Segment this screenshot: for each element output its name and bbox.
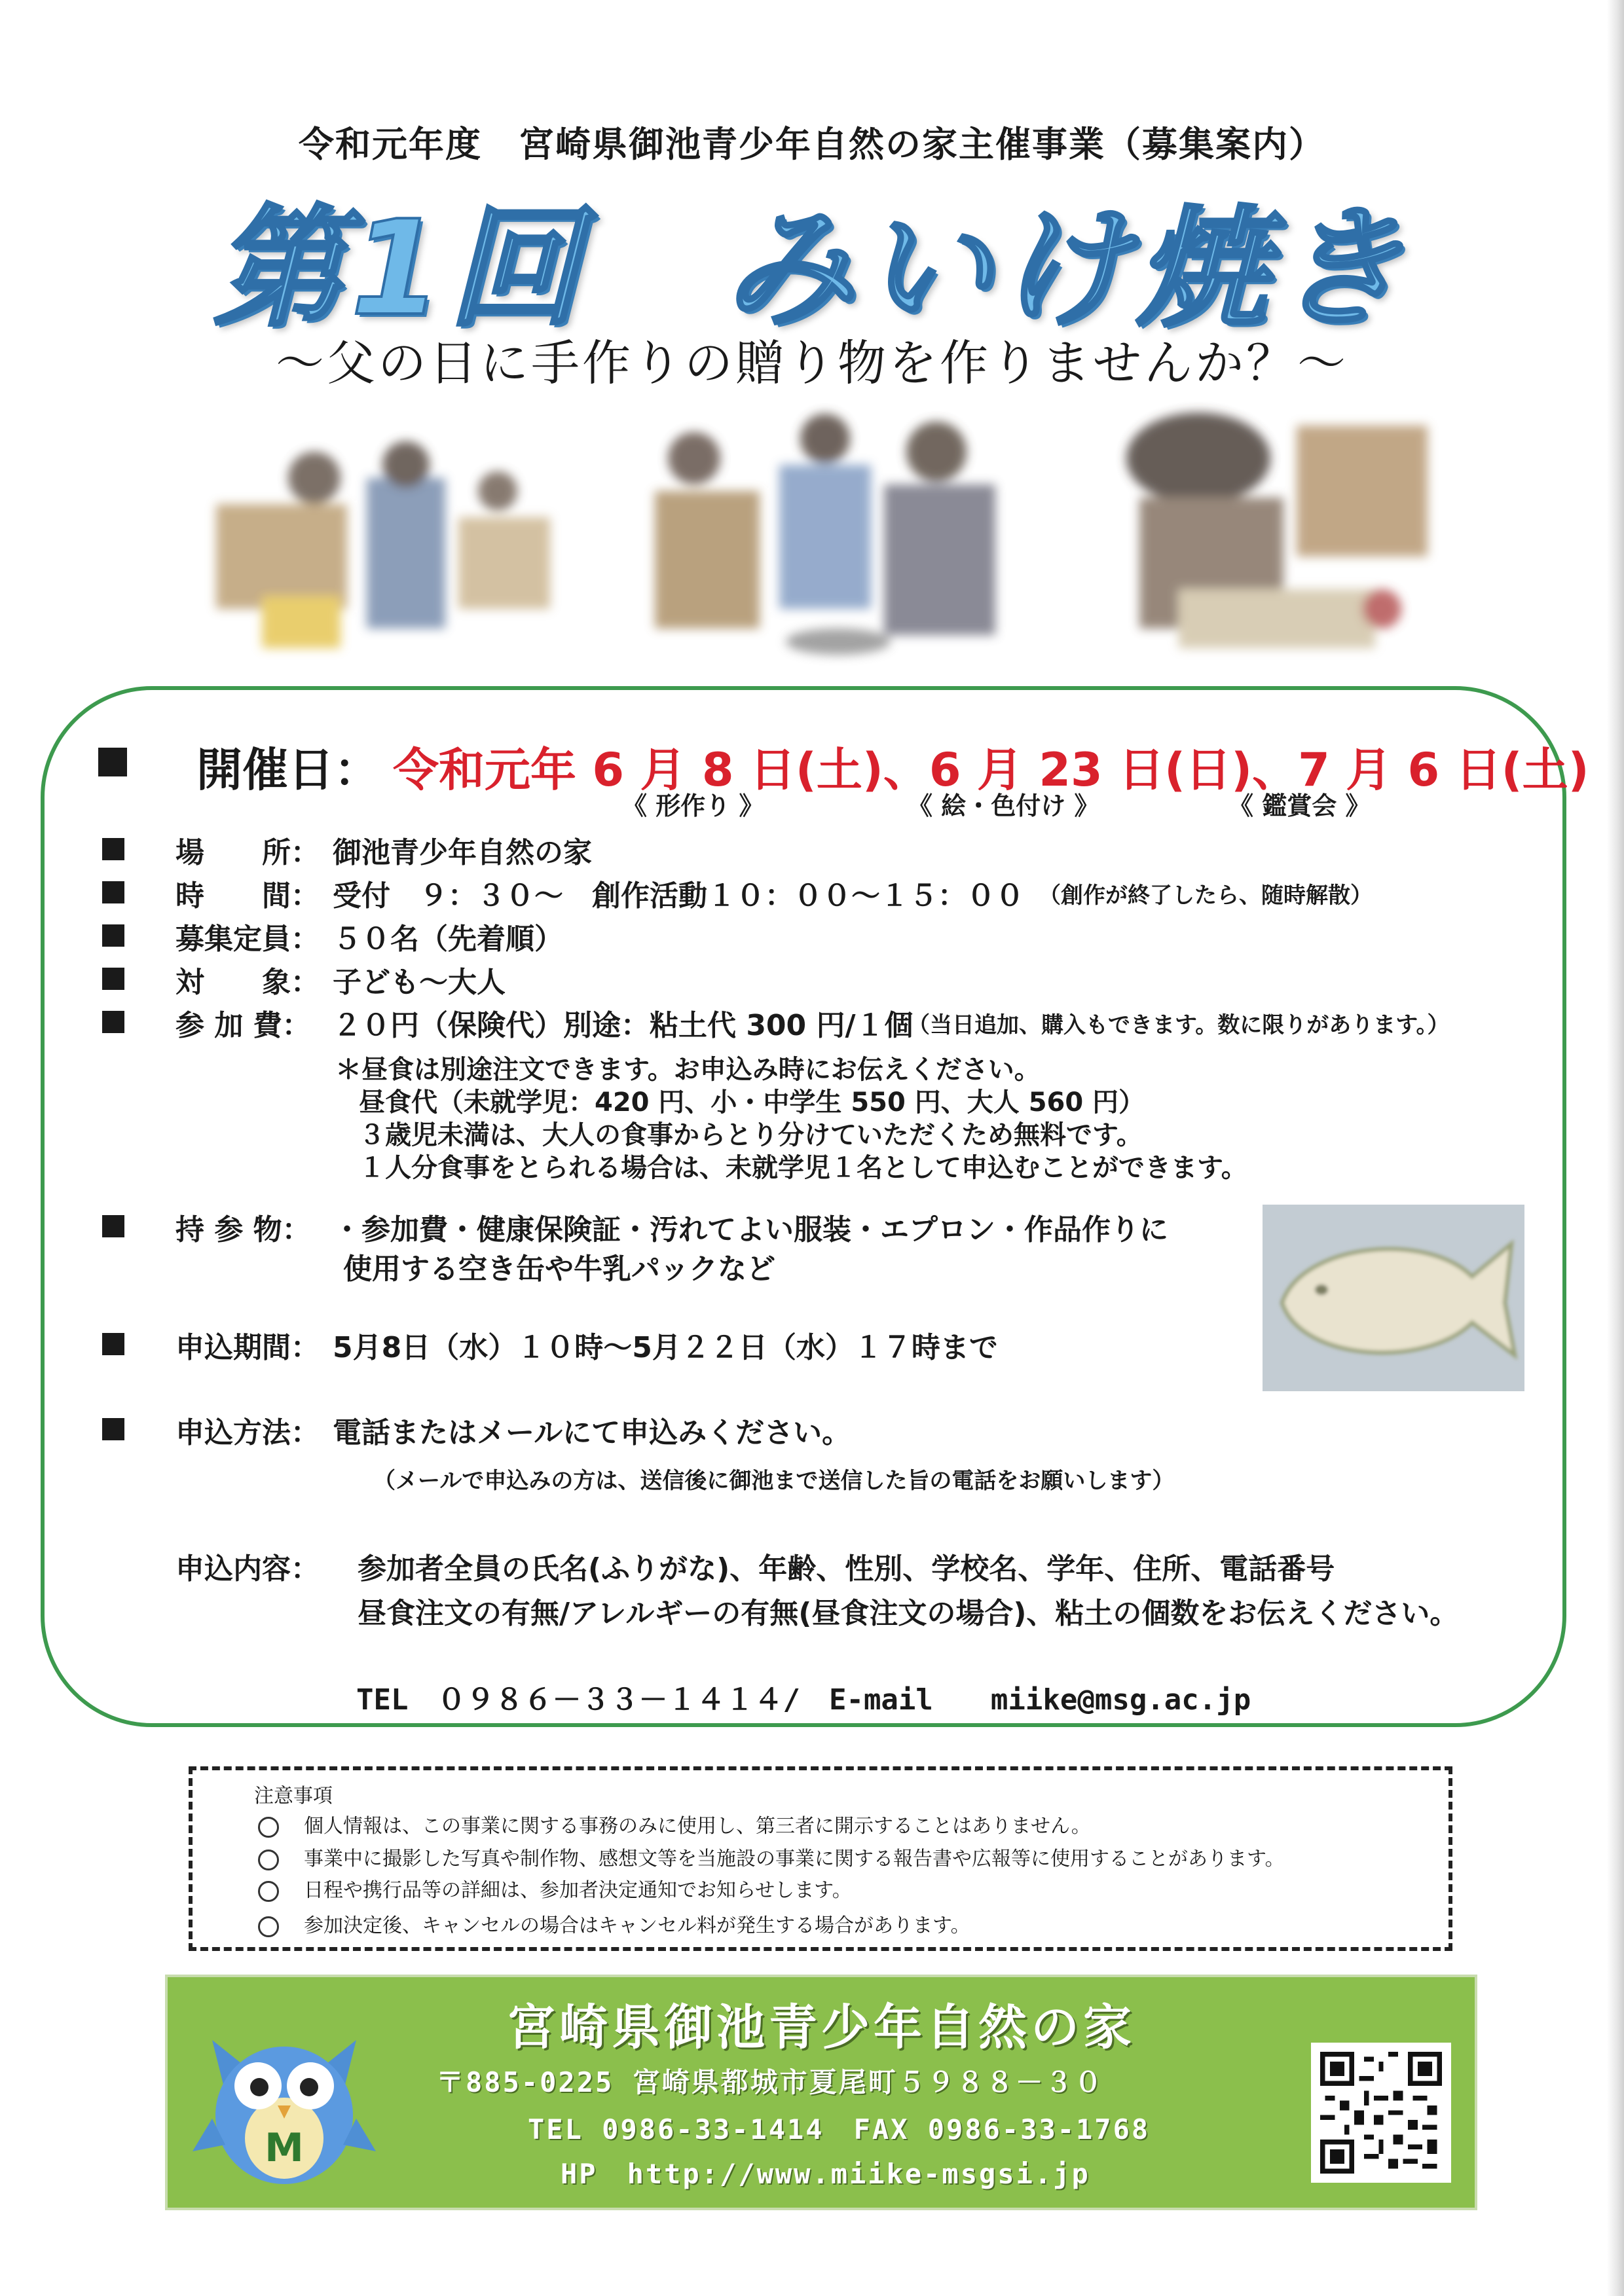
tagline: ～父の日に手作りの贈り物を作りませんか？～	[276, 335, 1348, 392]
photo-workshop-closeup	[1100, 399, 1454, 668]
content-label: 申込内容：	[175, 1552, 320, 1586]
items-line-1: ・参加費・健康保険証・汚れてよい服装・エプロン・作品作りに	[333, 1213, 1168, 1247]
notice-item: 参加決定後、キャンセルの場合はキャンセル料が発生する場合があります。	[258, 1909, 970, 1938]
footer-homepage[interactable]: HP http://www.miike-msgsi.jp	[561, 2158, 1090, 2190]
bullet-square	[102, 1333, 124, 1355]
fee-note: （当日追加、購入もできます。数に限りがあります。）	[908, 1012, 1450, 1038]
notice-item: 個人情報は、この事業に関する事務のみに使用し、第三者に開示することはありません。	[258, 1810, 1091, 1838]
lunch-note-1: ＊昼食は別途注文できます。お申込み時にお伝えください。	[335, 1055, 1041, 1085]
facility-name: 宮崎県御池青少年自然の家	[507, 1999, 1135, 2056]
capacity-label: 募集定員：	[175, 922, 320, 956]
bullet-square	[102, 1011, 124, 1033]
bullet-square	[102, 924, 124, 947]
capacity-value: ５０名（先着順）	[333, 922, 563, 956]
date-value: 令和元年 6 月 8 日(土)、6 月 23 日(日)、7 月 6 日(土)	[393, 743, 1589, 797]
lunch-note-4: １人分食事をとられる場合は、未就学児１名として申込むことができます。	[359, 1153, 1247, 1183]
bullet-square	[98, 748, 127, 776]
time-note: （創作が終了したら、随時解散）	[1039, 883, 1373, 909]
footer-banner	[165, 1975, 1477, 2210]
bullet-square	[102, 1418, 124, 1440]
content-line-2: 昼食注文の有無/アレルギーの有無(昼食注文の場合)、粘土の個数をお伝えください。	[358, 1597, 1459, 1630]
bullet-square	[102, 1215, 124, 1237]
period-label: 申込期間：	[175, 1331, 320, 1364]
lunch-note-3: ３歳児未満は、大人の食事からとり分けていただくため無料です。	[359, 1120, 1143, 1150]
qr-code-icon	[1311, 2043, 1451, 2183]
footer-phone-fax: TEL 0986-33-1414 FAX 0986-33-1768	[528, 2113, 1151, 2145]
fee-value: ２０円（保険代）別途：粘土代 300 円/１個	[333, 1009, 913, 1042]
notice-item: 事業中に撮影した写真や制作物、感想文等を当施設の事業に関する報告書や広報等に使用することがあります。	[258, 1842, 1285, 1871]
period-value: 5月8日（水）１０時～5月２２日（水）１７時まで	[333, 1331, 998, 1364]
method-label: 申込方法：	[175, 1416, 320, 1449]
svg-text:M: M	[265, 2125, 304, 2171]
bullet-square	[102, 968, 124, 990]
session-1: 《 形作り 》	[622, 792, 764, 820]
time-label: 時 間：	[175, 879, 320, 913]
page-title: 第1回 みいけ焼き	[213, 192, 1411, 345]
content-line-1: 参加者全員の氏名(ふりがな)、年齢、性別、学校名、学年、住所、電話番号	[358, 1552, 1335, 1586]
event-subtitle: 令和元年度 宮崎県御池青少年自然の家主催事業（募集案内）	[299, 124, 1325, 165]
photo-fish-plate	[1263, 1205, 1524, 1391]
lunch-note-2: 昼食代（未就学児：420 円、小・中学生 550 円、大人 560 円）	[359, 1087, 1145, 1118]
place-value: 御池青少年自然の家	[333, 836, 592, 869]
time-value: 受付 ９：３０～ 創作活動１０：００～１５：００	[333, 879, 1024, 913]
bullet-square	[102, 838, 124, 860]
notice-item: 日程や携行品等の詳細は、参加者決定通知でお知らせします。	[258, 1874, 852, 1903]
photo-workshop-group	[196, 399, 563, 668]
session-2: 《 絵・色付け 》	[908, 792, 1099, 820]
target-label: 対 象：	[175, 966, 320, 999]
items-line-2: 使用する空き缶や牛乳パックなど	[343, 1252, 775, 1286]
target-value: 子ども～大人	[333, 966, 506, 999]
photo-workshop-participants	[629, 399, 1022, 668]
method-value: 電話またはメールにて申込みください。	[333, 1416, 851, 1449]
footer-address: 〒885-0225 宮崎県都城市夏尾町５９８８－３０	[436, 2066, 1104, 2098]
fee-label: 参 加 費：	[175, 1009, 311, 1042]
date-label: 開催日：	[196, 743, 380, 797]
notice-box	[189, 1766, 1452, 1951]
method-note: （メールで申込みの方は、送信後に御池まで送信した旨の電話をお願いします）	[373, 1468, 1175, 1494]
contact-line: TEL ０９８６－３３－１４１４/ E-mail miike@msg.ac.jp	[356, 1683, 1251, 1717]
items-label: 持 参 物：	[175, 1213, 311, 1247]
place-label: 場 所：	[175, 836, 320, 869]
session-3: 《 鑑賞会 》	[1228, 792, 1371, 820]
bullet-square	[102, 881, 124, 903]
notice-heading: 注意事項	[254, 1785, 333, 1808]
